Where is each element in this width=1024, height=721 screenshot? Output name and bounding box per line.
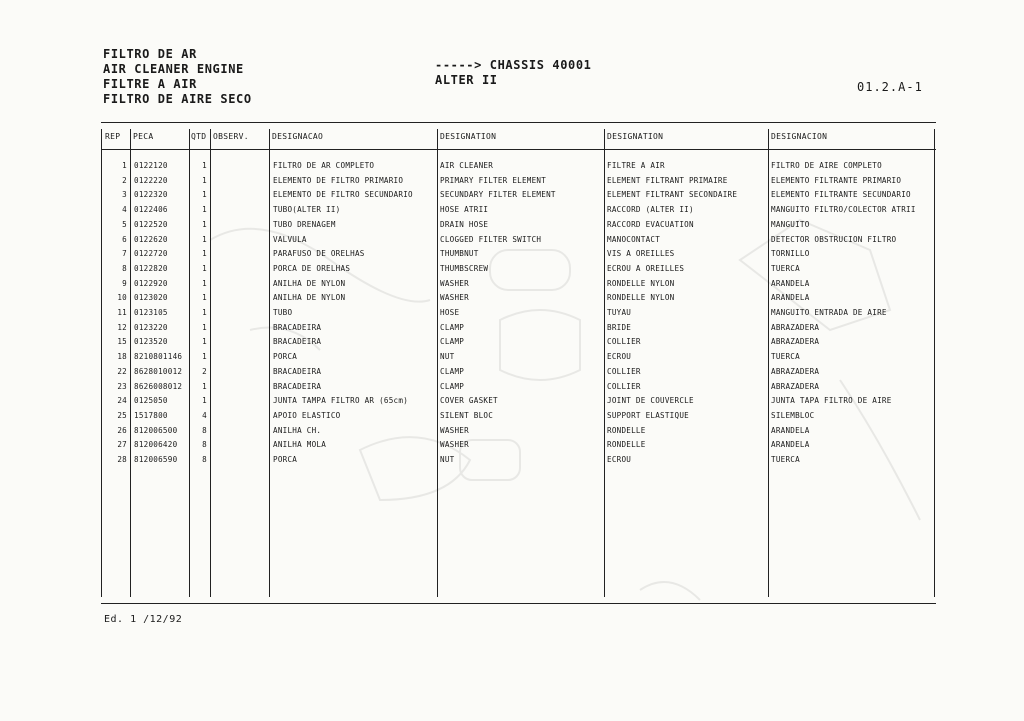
cell-peca: 0122406 (134, 205, 168, 215)
table-row (101, 335, 936, 350)
cell-designacao: ANILHA DE NYLON (273, 293, 346, 303)
cell-qtd: 2 (202, 366, 207, 376)
cell-designacion: ABRAZADERA (771, 366, 820, 376)
cell-rep: 4 (122, 205, 127, 215)
cell-peca: 0122920 (134, 278, 168, 288)
cell-qtd: 8 (202, 425, 207, 435)
header-rule (101, 149, 936, 150)
cell-rep: 7 (122, 249, 127, 259)
cell-rep: 26 (117, 425, 127, 435)
table-row (101, 380, 936, 395)
title-line-en: AIR CLEANER ENGINE (103, 62, 244, 76)
cell-qtd: 1 (202, 396, 207, 406)
cell-designation-fr: ECROU (607, 455, 632, 464)
cell-designation-fr: RACCORD (ALTER II) (607, 205, 694, 215)
table-row (101, 438, 936, 453)
cell-peca: 1517800 (134, 410, 168, 420)
header-designacion: DESIGNACION (771, 132, 828, 141)
cell-designation-en: AIR CLEANER (440, 161, 494, 170)
cell-peca: 0123105 (134, 308, 168, 317)
table-row (101, 262, 936, 277)
cell-rep: 1 (122, 161, 127, 170)
cell-rep: 8 (122, 263, 127, 273)
cell-rep: 27 (117, 440, 127, 450)
cell-designacao: PORCA (273, 352, 298, 362)
header-observ: OBSERV. (213, 132, 249, 141)
cell-designation-fr: TUYAU (607, 308, 632, 317)
cell-designation-fr: ELEMENT FILTRANT PRIMAIRE (607, 175, 728, 185)
cell-designation-en: WASHER (440, 440, 469, 450)
cell-designacao: VALVULA (273, 234, 307, 244)
cell-qtd: 8 (202, 440, 207, 450)
table-row (101, 203, 936, 218)
cell-designacao: TUBO(ALTER II) (273, 205, 341, 215)
cell-designacao: APOIO ELASTICO (273, 410, 341, 420)
cell-qtd: 1 (202, 234, 207, 244)
cell-qtd: 8 (202, 455, 207, 464)
cell-peca: 0123220 (134, 322, 168, 332)
cell-designacao: ELEMENTO DE FILTRO SECUNDARIO (273, 190, 413, 200)
cell-qtd: 1 (202, 205, 207, 215)
cell-rep: 22 (117, 366, 127, 376)
cell-rep: 5 (122, 219, 127, 229)
table-row (101, 306, 936, 321)
cell-designation-en: HOSE ATRII (440, 205, 489, 215)
cell-peca: 8626008012 (134, 381, 183, 391)
cell-designacion: FILTRO DE AIRE COMPLETO (771, 161, 882, 170)
cell-peca: 0123020 (134, 293, 168, 303)
cell-designation-en: HOSE (440, 308, 460, 317)
cell-peca: 0125050 (134, 396, 168, 406)
cell-peca: 0122520 (134, 219, 168, 229)
table-row (101, 247, 936, 262)
cell-designacao: BRACADEIRA (273, 381, 322, 391)
cell-peca: 0122820 (134, 263, 168, 273)
model-name: ALTER II (435, 73, 498, 87)
cell-rep: 9 (122, 278, 127, 288)
cell-designation-fr: FILTRE A AIR (607, 161, 665, 170)
cell-designation-fr: RONDELLE (607, 425, 646, 435)
table-row (101, 409, 936, 424)
cell-qtd: 1 (202, 190, 207, 200)
header-designacao: DESIGNACAO (272, 132, 324, 141)
cell-rep: 12 (117, 322, 127, 332)
cell-designacion: ARANDELA (771, 425, 810, 435)
cell-designation-fr: JOINT DE COUVERCLE (607, 396, 694, 406)
table-row (101, 365, 936, 380)
table-row (101, 321, 936, 336)
table-row (101, 453, 936, 468)
cell-designation-en: SILENT BLOC (440, 410, 494, 420)
cell-designation-en: SECUNDARY FILTER ELEMENT (440, 190, 556, 200)
cell-designacion: ELEMENTO FILTRANTE PRIMARIO (771, 175, 902, 185)
cell-designacao: BRACADEIRA (273, 337, 322, 347)
cell-designation-en: NUT (440, 352, 455, 362)
cell-peca: 0122220 (134, 175, 168, 185)
chassis-block (435, 58, 592, 88)
cell-designacion: SILEMBLOC (771, 410, 815, 420)
cell-peca: 812006500 (134, 425, 178, 435)
cell-designacao: FILTRO DE AR COMPLETO (273, 161, 375, 170)
parts-table (101, 122, 936, 604)
cell-designacion: TUERCA (771, 455, 800, 464)
cell-designation-fr: MANOCONTACT (607, 234, 661, 244)
cell-qtd: 1 (202, 249, 207, 259)
cell-designacao: BRACADEIRA (273, 322, 322, 332)
cell-designation-en: WASHER (440, 425, 469, 435)
cell-designacao: ANILHA DE NYLON (273, 278, 346, 288)
cell-designation-en: PRIMARY FILTER ELEMENT (440, 175, 547, 185)
header-peca: PECA (133, 132, 154, 141)
cell-rep: 11 (117, 308, 127, 317)
cell-designation-fr: RONDELLE NYLON (607, 278, 675, 288)
cell-designacion: TUERCA (771, 352, 800, 362)
page-code: 01.2.A-1 (857, 80, 923, 94)
cell-rep: 18 (117, 352, 127, 362)
cell-qtd: 1 (202, 263, 207, 273)
cell-designacion: ARANDELA (771, 293, 810, 303)
cell-designacao: ELEMENTO DE FILTRO PRIMARIO (273, 175, 404, 185)
cell-rep: 6 (122, 234, 127, 244)
cell-designation-fr: COLLIER (607, 337, 641, 347)
cell-designation-en: CLAMP (440, 381, 465, 391)
cell-designacao: PORCA DE ORELHAS (273, 263, 351, 273)
cell-designation-en: NUT (440, 455, 455, 464)
cell-designation-fr: ELEMENT FILTRANT SECONDAIRE (607, 190, 738, 200)
header-qtd: QTD (191, 132, 207, 141)
cell-peca: 0122120 (134, 161, 168, 170)
cell-designation-en: CLAMP (440, 337, 465, 347)
table-row (101, 350, 936, 365)
table-row (101, 291, 936, 306)
cell-designacion: JUNTA TAPA FILTRO DE AIRE (771, 396, 892, 406)
document-title (103, 47, 252, 107)
cell-peca: 812006590 (134, 455, 178, 464)
cell-peca: 8210801146 (134, 352, 183, 362)
cell-designacao: TUBO DRENAGEM (273, 219, 336, 229)
cell-designacion: ELEMENTO FILTRANTE SECUNDARIO (771, 190, 911, 200)
header-rep: REP (105, 132, 121, 141)
cell-qtd: 1 (202, 308, 207, 317)
cell-designacion: MANGUITO (771, 219, 810, 229)
table-row (101, 424, 936, 439)
cell-rep: 10 (117, 293, 127, 303)
cell-rep: 15 (117, 337, 127, 347)
cell-rep: 3 (122, 190, 127, 200)
cell-qtd: 1 (202, 352, 207, 362)
cell-designation-en: THUMBSCREW (440, 263, 489, 273)
cell-rep: 2 (122, 175, 127, 185)
cell-designation-en: CLAMP (440, 322, 465, 332)
cell-designacao: TUBO (273, 308, 293, 317)
cell-qtd: 1 (202, 278, 207, 288)
edition-date: Ed. 1 /12/92 (104, 614, 183, 625)
cell-designation-en: DRAIN HOSE (440, 219, 489, 229)
table-row (101, 277, 936, 292)
cell-designation-fr: ECROU A OREILLES (607, 263, 685, 273)
cell-designacion: ARANDELA (771, 278, 810, 288)
cell-rep: 25 (117, 410, 127, 420)
cell-designacao: BRACADEIRA (273, 366, 322, 376)
cell-peca: 0122620 (134, 234, 168, 244)
cell-designacion: MANGUITO ENTRADA DE AIRE (771, 308, 887, 317)
cell-designacao: ANILHA CH. (273, 425, 322, 435)
cell-designation-en: CLOGGED FILTER SWITCH (440, 234, 542, 244)
cell-designation-fr: COLLIER (607, 366, 641, 376)
cell-rep: 28 (117, 455, 127, 464)
cell-designation-fr: SUPPORT ELASTIQUE (607, 410, 689, 420)
cell-qtd: 1 (202, 219, 207, 229)
cell-peca: 8628010012 (134, 366, 183, 376)
cell-qtd: 1 (202, 293, 207, 303)
cell-designation-en: WASHER (440, 293, 469, 303)
cell-designacao: JUNTA TAMPA FILTRO AR (65cm) (273, 396, 409, 406)
table-row (101, 394, 936, 409)
cell-designacion: ARANDELA (771, 440, 810, 450)
cell-designacion: TUERCA (771, 263, 800, 273)
table-row (101, 174, 936, 189)
cell-designation-en: WASHER (440, 278, 469, 288)
cell-qtd: 1 (202, 322, 207, 332)
cell-designation-fr: COLLIER (607, 381, 641, 391)
cell-designation-fr: BRIDE (607, 322, 632, 332)
cell-qtd: 4 (202, 410, 207, 420)
chassis-reference: -----> CHASSIS 40001 (435, 58, 592, 72)
cell-designacao: ANILHA MOLA (273, 440, 327, 450)
cell-designacao: PORCA (273, 455, 298, 464)
cell-designacion: TORNILLO (771, 249, 810, 259)
title-line-pt: FILTRO DE AR (103, 47, 197, 61)
cell-designation-fr: VIS A OREILLES (607, 249, 675, 259)
cell-designacion: ABRAZADERA (771, 322, 820, 332)
title-line-fr: FILTRE A AIR (103, 77, 197, 91)
cell-peca: 0122320 (134, 190, 168, 200)
header-designation-en: DESIGNATION (440, 132, 497, 141)
title-line-es: FILTRO DE AIRE SECO (103, 92, 252, 106)
cell-designation-en: COVER GASKET (440, 396, 498, 406)
table-row (101, 218, 936, 233)
cell-rep: 23 (117, 381, 127, 391)
table-row (101, 233, 936, 248)
cell-peca: 0122720 (134, 249, 168, 259)
cell-qtd: 1 (202, 337, 207, 347)
cell-rep: 24 (117, 396, 127, 406)
cell-designacion: ABRAZADERA (771, 337, 820, 347)
cell-designation-fr: ECROU (607, 352, 632, 362)
cell-designation-fr: RONDELLE NYLON (607, 293, 675, 303)
cell-peca: 812006420 (134, 440, 178, 450)
cell-designacion: DETECTOR OBSTRUCION FILTRO (771, 234, 897, 244)
cell-designacion: MANGUITO FILTRO/COLECTOR ATRII (771, 205, 916, 215)
cell-qtd: 1 (202, 381, 207, 391)
cell-designation-fr: RACCORD EVACUATION (607, 219, 694, 229)
header-designation-fr: DESIGNATION (607, 132, 664, 141)
cell-qtd: 1 (202, 161, 207, 170)
table-row (101, 159, 936, 174)
cell-peca: 0123520 (134, 337, 168, 347)
cell-designacion: ABRAZADERA (771, 381, 820, 391)
cell-qtd: 1 (202, 175, 207, 185)
table-row (101, 188, 936, 203)
cell-designacao: PARAFUSO DE ORELHAS (273, 249, 365, 259)
cell-designation-fr: RONDELLE (607, 440, 646, 450)
cell-designation-en: THUMBNUT (440, 249, 479, 259)
cell-designation-en: CLAMP (440, 366, 465, 376)
